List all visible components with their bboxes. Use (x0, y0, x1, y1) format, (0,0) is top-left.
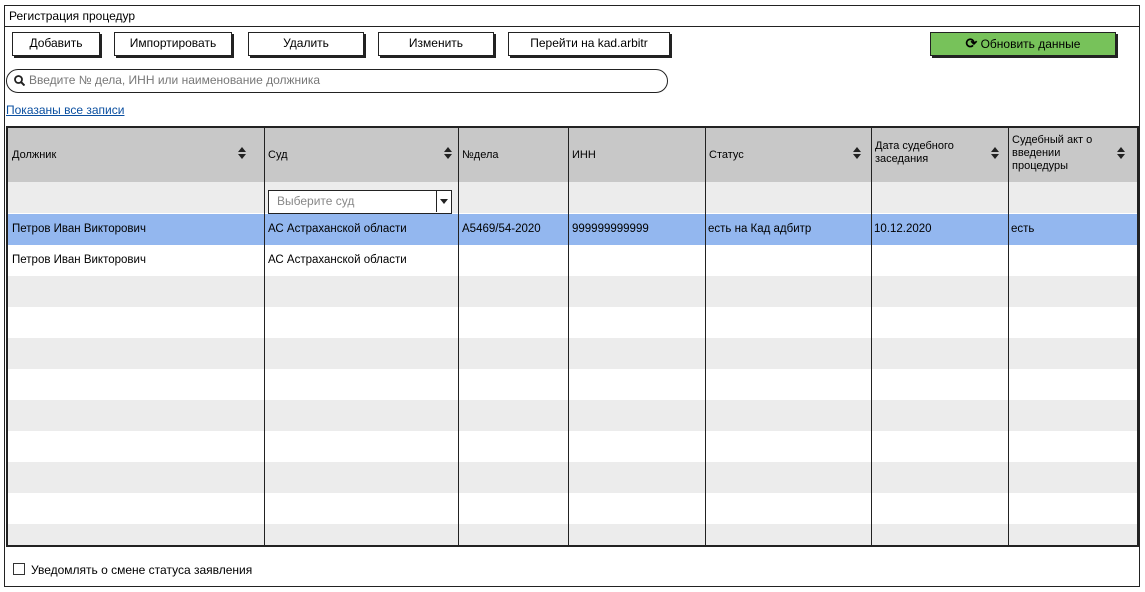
column-divider (458, 128, 459, 547)
column-header-hearing-date[interactable]: Дата судебного заседания (871, 128, 1008, 182)
search-icon (14, 75, 25, 86)
search-input[interactable]: Введите № дела, ИНН или наименование должника (6, 69, 668, 93)
column-divider (871, 128, 872, 547)
court-filter-select[interactable]: Выберите суд (268, 190, 452, 214)
add-button[interactable]: Добавить (12, 32, 100, 56)
column-header-court[interactable]: Суд (264, 128, 458, 182)
table-row[interactable]: Петров Иван Викторович АС Астраханской области (12, 254, 407, 266)
notify-checkbox[interactable] (13, 563, 25, 575)
procedures-table (6, 126, 1139, 547)
notify-label: Уведомлять о смене статуса заявления (31, 563, 253, 577)
empty-row (8, 493, 1137, 524)
refresh-icon: ⟳ (965, 35, 978, 51)
column-header-debtor[interactable]: Должник (8, 128, 264, 182)
goto-kad-arbitr-button[interactable]: Перейти на kad.arbitr (508, 32, 670, 56)
column-divider (264, 128, 265, 547)
empty-row (8, 431, 1137, 462)
column-divider (705, 128, 706, 547)
filter-row (8, 182, 1137, 213)
empty-row (8, 276, 1137, 307)
column-header-inn[interactable]: ИНН (572, 149, 596, 161)
column-divider (568, 128, 569, 547)
sort-icon[interactable] (853, 147, 861, 159)
column-header-court-act[interactable]: Судебный акт о введении процедуры (1008, 128, 1137, 182)
sort-icon[interactable] (238, 147, 246, 159)
show-all-records-link[interactable]: Показаны все записи (6, 103, 125, 117)
sort-icon[interactable] (444, 147, 452, 159)
notify-status-change-option[interactable] (13, 563, 252, 577)
chevron-down-icon[interactable] (436, 191, 451, 212)
refresh-button-label: Обновить данные (980, 37, 1081, 51)
import-button[interactable]: Импортировать (114, 32, 232, 56)
empty-row (8, 307, 1137, 338)
empty-row (8, 369, 1137, 400)
window-title: Регистрация процедур (5, 6, 1139, 27)
edit-button[interactable]: Изменить (378, 32, 494, 56)
delete-button[interactable]: Удалить (248, 32, 364, 56)
refresh-data-button[interactable] (930, 32, 1116, 56)
sort-icon[interactable] (1117, 147, 1125, 159)
empty-row (8, 462, 1137, 493)
column-header-status[interactable]: Статус (705, 128, 871, 182)
empty-row (8, 524, 1137, 547)
table-row[interactable]: Петров Иван Викторович АС Астраханской области А5469/54-2020 999999999999 есть на Кад адбитр 10.12.2020 есть (8, 214, 1137, 245)
empty-row (8, 400, 1137, 431)
column-header-case-number[interactable]: №дела (462, 149, 499, 161)
column-divider (1008, 128, 1009, 547)
sort-icon[interactable] (991, 147, 999, 159)
empty-row (8, 338, 1137, 369)
